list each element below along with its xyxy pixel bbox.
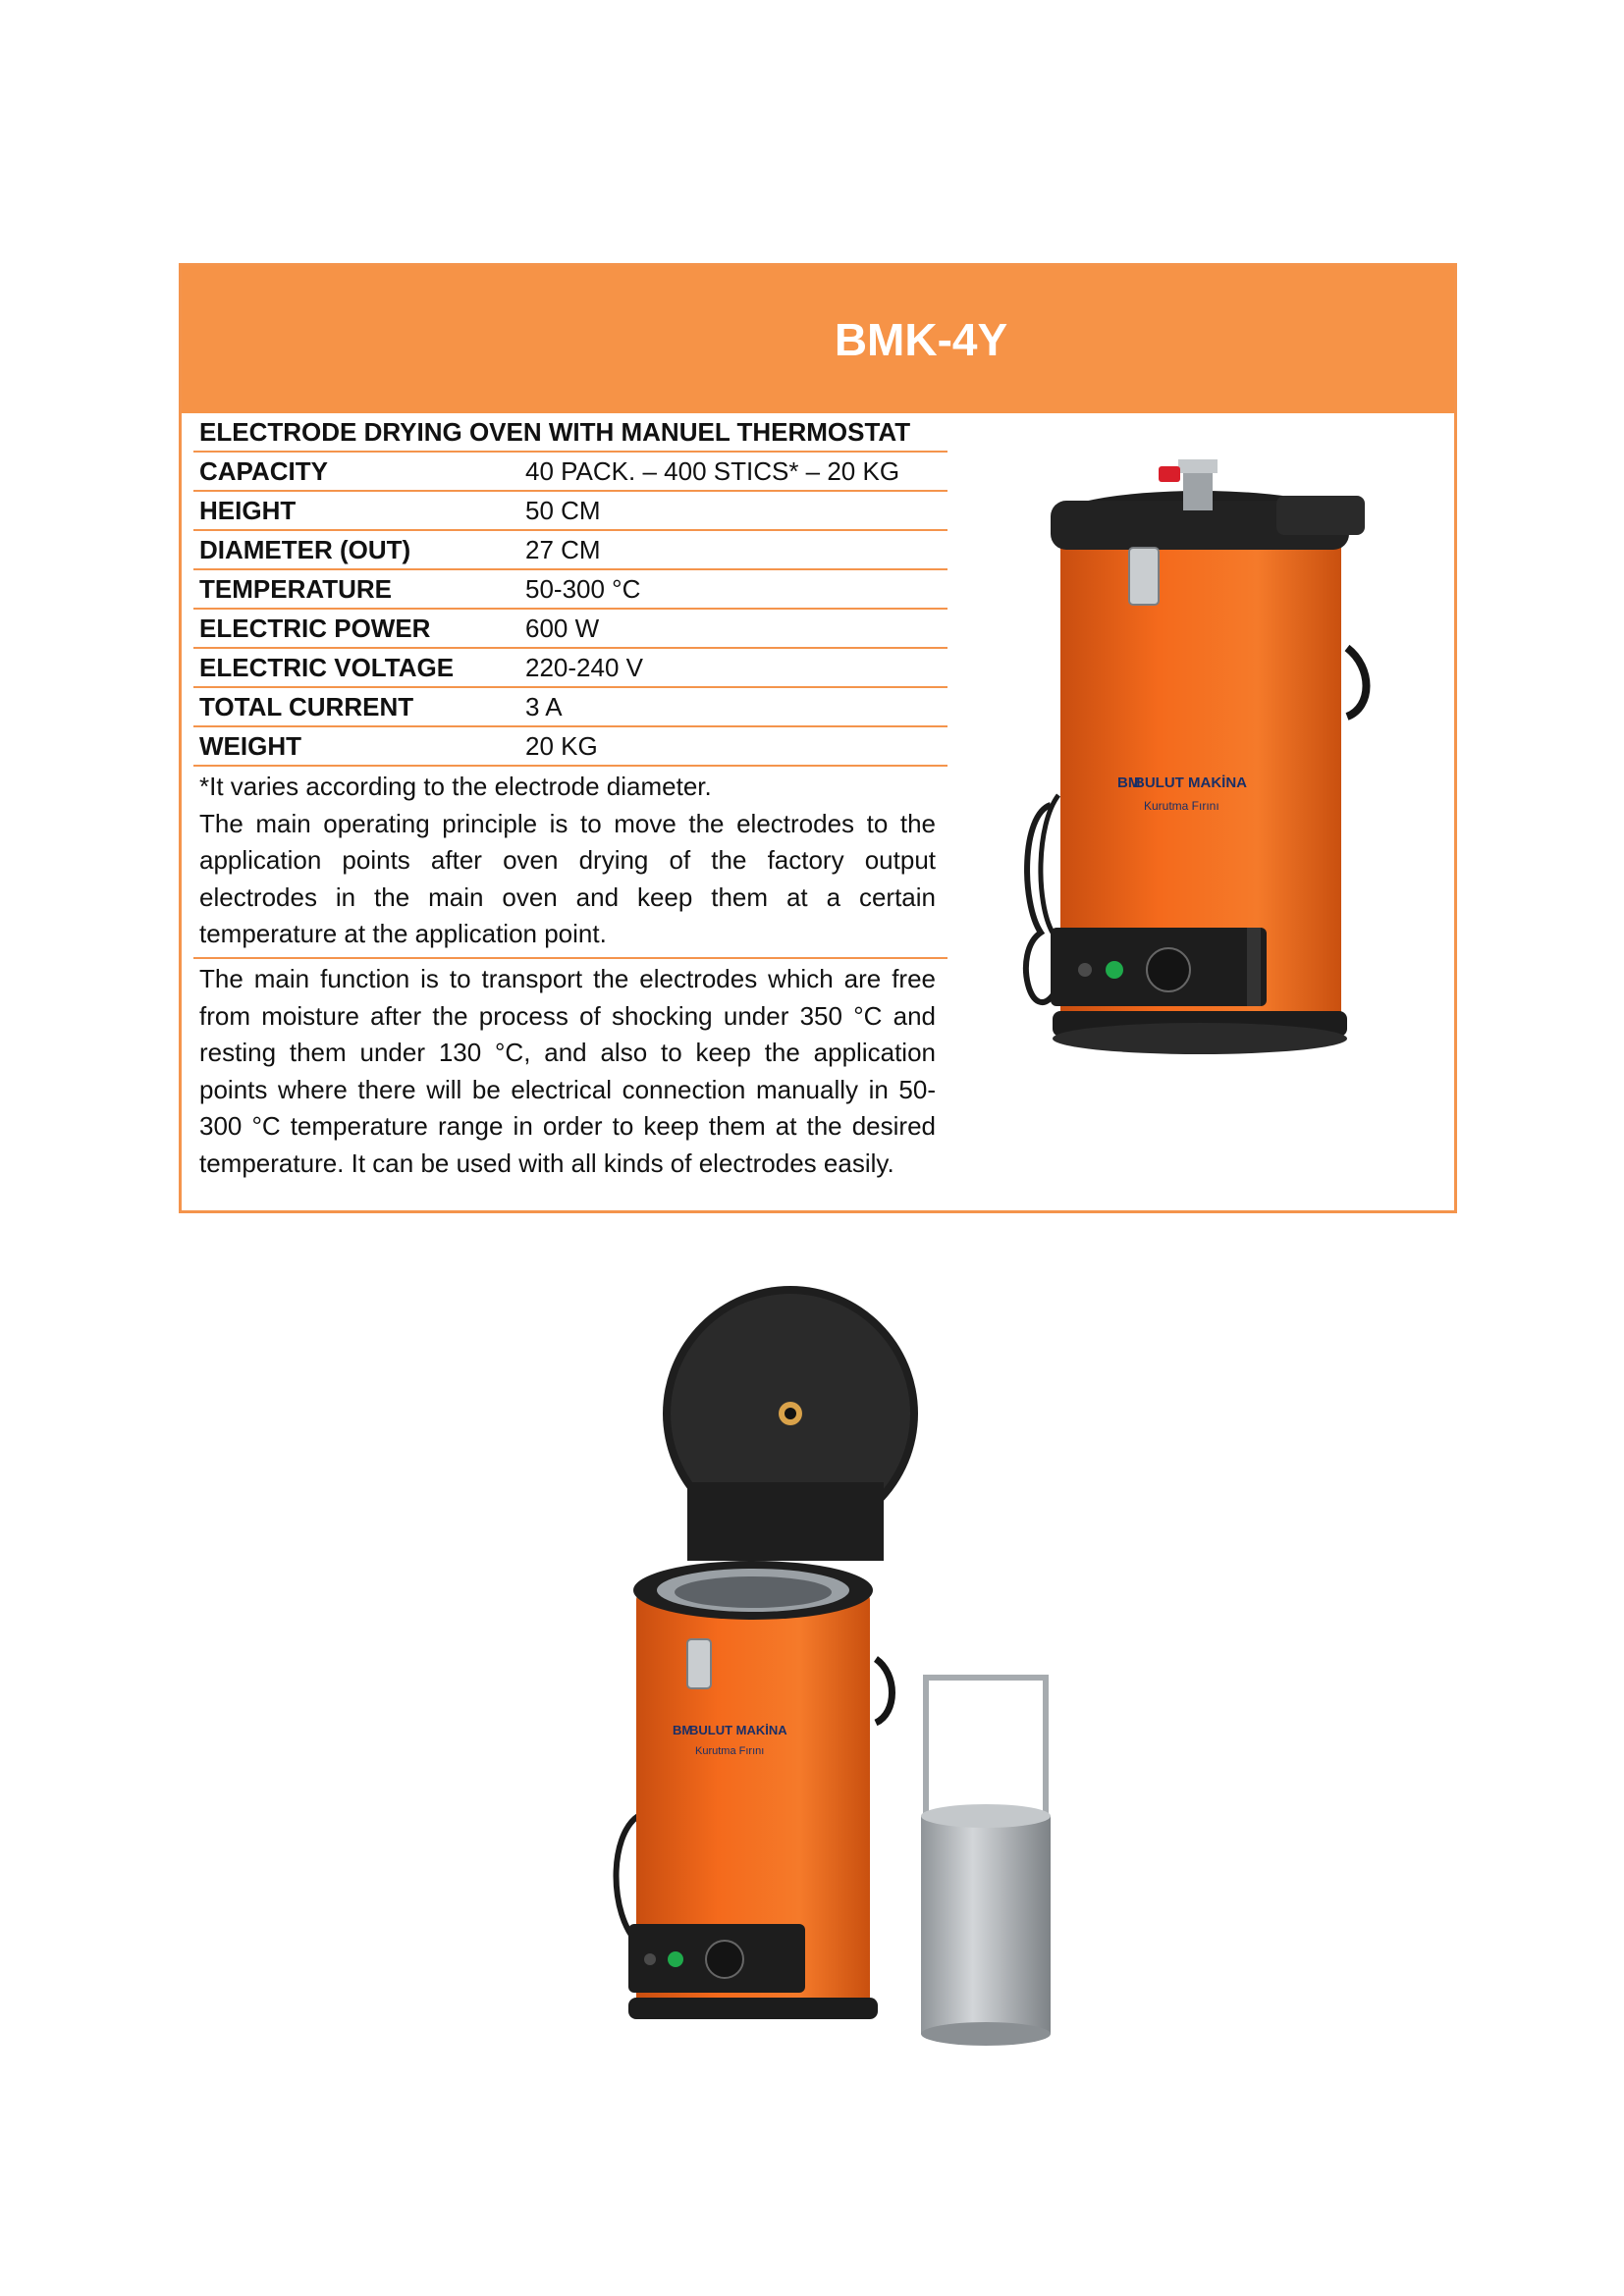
spec-row-weight: [193, 727, 947, 767]
spec-value: 20 KG: [525, 731, 598, 761]
spec-value: 220-240 V: [525, 653, 643, 682]
divider: [193, 957, 947, 959]
product-label: Kurutma Fırını: [695, 1745, 765, 1757]
spec-heading-row: [193, 413, 947, 453]
brand-label: BULUT MAKİNA: [1134, 774, 1247, 791]
spec-label: ELECTRIC POWER: [199, 614, 431, 643]
oven-closed-image: [982, 442, 1394, 1129]
spec-row-voltage: [193, 649, 947, 688]
spec-value: 27 CM: [525, 535, 601, 564]
spec-row-power: [193, 610, 947, 649]
footnote-text: *It varies according to the electrode diameter.: [199, 772, 712, 801]
spec-row-temperature: [193, 570, 947, 610]
model-title: BMK-4Y: [834, 314, 1008, 365]
spec-heading: ELECTRODE DRYING OVEN WITH MANUEL THERMOSTAT: [199, 417, 911, 447]
brand-label: BULUT MAKİNA: [689, 1723, 787, 1737]
spec-label: HEIGHT: [199, 496, 297, 525]
spec-label: WEIGHT: [199, 731, 301, 761]
spec-value: 600 W: [525, 614, 600, 643]
spec-value: 50 CM: [525, 496, 601, 525]
spec-header: [182, 266, 1454, 413]
principle-paragraph: [199, 769, 936, 953]
spec-label: TEMPERATURE: [199, 574, 392, 604]
spec-row-height: [193, 492, 947, 531]
spec-value: 3 A: [525, 692, 563, 721]
spec-row-current: [193, 688, 947, 727]
spec-label: ELECTRIC VOLTAGE: [199, 653, 455, 682]
brand-logo: BM: [1117, 774, 1141, 791]
oven-open-image: [569, 1266, 1080, 2052]
spec-label: DIAMETER (OUT): [199, 535, 411, 564]
function-paragraph: The main function is to transport the electrodes which are free from moisture after the process of shocking under 350 °C and resting them under 130 °C, and also to keep the application points where there will be electrical connection manually in 50-300 °C temperature range in order to keep them at the desired temperature. It can be used with all kinds of electrodes easily.: [199, 964, 936, 1178]
brand-logo: BM: [673, 1723, 693, 1737]
spec-label: CAPACITY: [199, 456, 328, 486]
spec-value: 40 PACK. – 400 STICS* – 20 KG: [525, 456, 900, 486]
principle-text: The main operating principle is to move the electrodes to the application points after oven drying of the factory output electrodes in the main oven and keep them at a certain temperature at the application point.: [199, 808, 936, 948]
spec-row-diameter: [193, 531, 947, 570]
spec-value: 50-300 °C: [525, 574, 641, 604]
spec-table: [193, 413, 947, 767]
spec-row-capacity: [193, 453, 947, 492]
spec-label: TOTAL CURRENT: [199, 692, 414, 721]
product-label: Kurutma Fırını: [1144, 799, 1219, 813]
